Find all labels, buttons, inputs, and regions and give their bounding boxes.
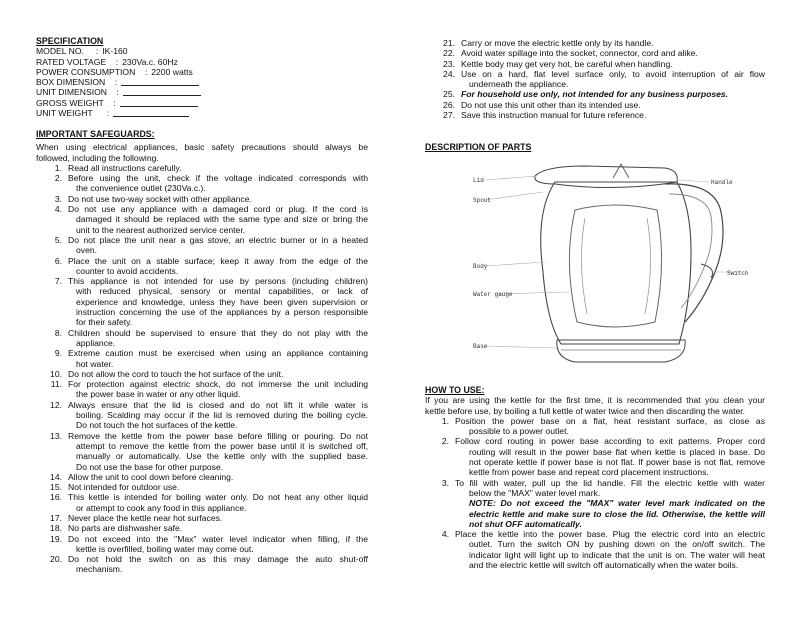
item-line: For household use only, not intended for any business purposes. bbox=[461, 89, 729, 100]
item-text bbox=[461, 110, 765, 120]
kettle-base-shape bbox=[557, 340, 685, 362]
item-text bbox=[68, 400, 368, 431]
how-to-use-section bbox=[425, 385, 765, 570]
spec-row bbox=[36, 57, 368, 67]
item-number: 4. bbox=[441, 529, 449, 540]
item-line: kettle is overfilled, boiling water may come out. bbox=[76, 543, 254, 554]
item-line: Do not use any appliance with a damaged cord or plug. If the cord is bbox=[68, 204, 368, 215]
item-line: mechanism. bbox=[76, 564, 123, 575]
item-text bbox=[461, 100, 765, 110]
items-item bbox=[36, 492, 368, 513]
how-to-steps bbox=[425, 416, 765, 570]
item-note-line: electric kettle and make sure to close the lid. Otherwise, the kettle will bbox=[469, 508, 765, 519]
item-line: Place the kettle into the power base. Plug the electric cord into an electric bbox=[455, 529, 765, 540]
item-number: 3. bbox=[54, 193, 62, 204]
items-item bbox=[36, 276, 368, 327]
item-line: attempt to remove the kettle from the power base until it is switched off, bbox=[76, 440, 368, 451]
item-number: 3. bbox=[441, 477, 449, 488]
item-text bbox=[455, 529, 765, 570]
spec-blank-line bbox=[113, 108, 189, 117]
handle-label: Handle bbox=[711, 179, 733, 186]
items_cont-item bbox=[425, 110, 765, 120]
item-text bbox=[68, 523, 368, 533]
item-number: 22. bbox=[443, 48, 455, 59]
item-line: Children should be supervised to ensure that they do not play with the bbox=[68, 327, 368, 338]
item-line: Do not allow the cord to touch the hot surface of the unit. bbox=[68, 368, 284, 379]
safeguards-list bbox=[36, 163, 368, 575]
item-number: 19. bbox=[50, 533, 62, 544]
item-line: instruction concerning the use of the appliances by a person responsible bbox=[76, 307, 368, 318]
items-item bbox=[36, 204, 368, 235]
how-to-intro-line-1: If you are using the kettle for the first time, it is recommended that you clean your bbox=[425, 395, 765, 406]
item-line: for their safety. bbox=[76, 317, 133, 328]
spec-label: MODEL NO. : bbox=[36, 46, 99, 57]
spec-label: RATED VOLTAGE : bbox=[36, 56, 119, 67]
item-line: the power base in water or any other liquid. bbox=[76, 389, 241, 400]
parts-heading: DESCRIPTION OF PARTS bbox=[425, 142, 532, 152]
item-line: Read all instructions carefully. bbox=[68, 162, 182, 173]
spec-row bbox=[36, 77, 368, 87]
item-number: 12. bbox=[50, 399, 62, 410]
item-line: Kettle body may get very hot, be careful when handling. bbox=[461, 58, 673, 69]
spec-row bbox=[36, 108, 368, 118]
item-line: Before using the unit, check if the voltage indicated corresponds with bbox=[68, 173, 368, 184]
lid-button bbox=[613, 164, 629, 178]
items-item bbox=[36, 348, 368, 369]
steps-item bbox=[425, 416, 765, 437]
item-line: Remove the kettle from the power base before filling or pouring. Do not bbox=[68, 430, 368, 441]
item-line: Do not use this unit other than its intended use. bbox=[461, 99, 641, 110]
items-item bbox=[36, 513, 368, 523]
spec-blank-line bbox=[121, 77, 199, 86]
item-line: This appliance is not intended for use by persons (including children) bbox=[68, 276, 368, 287]
items-item bbox=[36, 554, 368, 575]
item-line: Always ensure that the lid is closed and do not lift it while water is bbox=[68, 399, 368, 410]
item-line: Do not hold the switch on as this may damage the auto shut-off bbox=[68, 554, 368, 565]
items_cont-item bbox=[425, 48, 765, 58]
handle-leader bbox=[679, 180, 709, 182]
spec-blank-line bbox=[120, 98, 198, 107]
kettle-body-shape bbox=[541, 182, 691, 344]
item-line: kettle from power base and repeat cord placement instructions. bbox=[469, 467, 709, 478]
item-text bbox=[455, 436, 765, 477]
item-text bbox=[68, 276, 368, 327]
lid-label: Lid bbox=[473, 177, 484, 184]
item-number: 26. bbox=[443, 99, 455, 110]
item-number: 4. bbox=[54, 204, 62, 215]
item-line: not operate kettle if power base is not flat. If power base is not flat, remove bbox=[469, 457, 765, 468]
parts-section bbox=[425, 142, 531, 152]
item-line: Save this instruction manual for future reference. bbox=[461, 110, 647, 121]
item-number: 2. bbox=[54, 173, 62, 184]
how-to-use-heading: HOW TO USE: bbox=[425, 385, 485, 395]
item-text bbox=[68, 492, 368, 513]
item-line: routing will result in the power base flat when kettle is placed in base. Do bbox=[469, 446, 765, 457]
item-line: For protection against electric shock, do not immerse the unit including bbox=[68, 379, 368, 390]
item-number: 14. bbox=[50, 471, 62, 482]
item-number: 20. bbox=[50, 554, 62, 565]
items-item bbox=[36, 173, 368, 194]
item-line: manually or automatically. Use the kettle only with the supplied base. bbox=[76, 451, 368, 462]
kettle-diagram bbox=[465, 152, 765, 374]
items_cont-item bbox=[425, 89, 765, 99]
item-text bbox=[68, 328, 368, 349]
items-item bbox=[36, 163, 368, 173]
item-line: oven. bbox=[76, 245, 98, 256]
item-line: Allow the unit to cool down before cleaning. bbox=[68, 471, 234, 482]
item-text bbox=[461, 59, 765, 69]
body-label: Body bbox=[473, 263, 488, 270]
body-leader bbox=[485, 262, 545, 266]
item-text bbox=[68, 534, 368, 555]
item-text bbox=[68, 513, 368, 523]
item-line: or attempt to cook any food in this appliance. bbox=[76, 502, 247, 513]
how-to-intro-line-2: kettle before use, by boiling a full kettle of water twice and then discarding the water. bbox=[425, 405, 746, 416]
safeguards-list-continued bbox=[425, 38, 765, 120]
item-note-line: NOTE: Do not exceed the "MAX" water level mark indicated on the bbox=[469, 498, 765, 509]
spec-row bbox=[36, 46, 368, 56]
item-number: 7. bbox=[54, 276, 62, 287]
items-item bbox=[36, 328, 368, 349]
item-line: Not intended for outdoor use. bbox=[68, 482, 180, 493]
items-item bbox=[36, 431, 368, 472]
steps-item bbox=[425, 478, 765, 529]
item-line: Extreme caution must be exercised when using an appliance containing bbox=[68, 348, 368, 359]
items_cont-item bbox=[425, 59, 765, 69]
item-number: 13. bbox=[50, 430, 62, 441]
item-number: 27. bbox=[443, 110, 455, 121]
item-text bbox=[68, 369, 368, 379]
item-line: Do not exceed into the "Max" water level indicator when filling, if the bbox=[68, 533, 368, 544]
item-number: 21. bbox=[443, 38, 455, 48]
items_cont-item bbox=[425, 38, 765, 48]
items-item bbox=[36, 482, 368, 492]
item-line: Place the unit on a stable surface; keep it away from the edge of the bbox=[68, 255, 368, 266]
steps-item bbox=[425, 436, 765, 477]
item-number: 1. bbox=[441, 415, 449, 426]
item-text bbox=[68, 482, 368, 492]
item-text bbox=[68, 348, 368, 369]
spec-row bbox=[36, 87, 368, 97]
items-item bbox=[36, 369, 368, 379]
base-leader bbox=[485, 346, 557, 348]
spec-row bbox=[36, 67, 368, 77]
item-number: 1. bbox=[54, 162, 62, 173]
items_cont-item bbox=[425, 69, 765, 90]
item-note-line: not shut OFF automatically. bbox=[469, 518, 582, 529]
items-item bbox=[36, 472, 368, 482]
kettle-lid-shape bbox=[535, 166, 677, 188]
item-number: 10. bbox=[50, 368, 62, 379]
items-item bbox=[36, 379, 368, 400]
spec-label: POWER CONSUMPTION : bbox=[36, 66, 148, 77]
item-text bbox=[68, 173, 368, 194]
item-text bbox=[68, 431, 368, 472]
item-line: To fill with water, pull up the lid handle. Fill the electric kettle with water bbox=[455, 477, 765, 488]
item-line: Position the power base on a flat, heat resistant surface, as close as bbox=[455, 415, 765, 426]
items-item bbox=[36, 235, 368, 256]
spec-blank-line bbox=[123, 87, 201, 96]
item-text bbox=[461, 48, 765, 58]
item-text bbox=[68, 163, 368, 173]
safeguards-intro-line-2: followed, including the following. bbox=[36, 152, 159, 163]
item-line: Never place the kettle near hot surfaces. bbox=[68, 512, 223, 523]
item-text bbox=[455, 416, 765, 437]
lid-leader bbox=[485, 176, 537, 180]
spec-label: UNIT DIMENSION : bbox=[36, 87, 119, 98]
kettle-handle-shape bbox=[665, 184, 723, 322]
item-line: and the electric kettle will switch off automatically when the water boils. bbox=[469, 560, 739, 571]
item-line: possible to a power outlet. bbox=[469, 426, 569, 437]
item-line: counter to avoid accidents. bbox=[76, 265, 179, 276]
item-text bbox=[68, 204, 368, 235]
item-number: 23. bbox=[443, 58, 455, 69]
item-text bbox=[68, 554, 368, 575]
spec-label: GROSS WEIGHT : bbox=[36, 97, 116, 108]
items-item bbox=[36, 194, 368, 204]
item-line: boiling. Scalding may occur if the lid is removed during the boiling cycle. bbox=[76, 410, 368, 421]
item-line: hot water. bbox=[76, 358, 114, 369]
items_cont-item bbox=[425, 100, 765, 110]
safeguards-intro-line-1: When using electrical appliances, basic safety precautions should always be bbox=[36, 142, 368, 153]
spec-value: 230Va.c. 60Hz bbox=[122, 56, 178, 67]
item-number: 24. bbox=[443, 68, 455, 79]
item-line: with reduced physical, sensory or mental capabilities, or lack of bbox=[76, 286, 368, 297]
item-line: No parts are dishwasher safe. bbox=[68, 523, 183, 534]
spout-leader bbox=[485, 192, 543, 200]
window-highlight-right bbox=[645, 218, 651, 314]
item-number: 8. bbox=[54, 327, 62, 338]
item-line: unit to the nearest authorized service center. bbox=[76, 224, 246, 235]
item-number: 6. bbox=[54, 255, 62, 266]
item-line: This kettle is intended for boiling water only. Do not heat any other liquid bbox=[68, 492, 368, 503]
item-line: damaged it should be replaced with the same type and size or bring the bbox=[76, 214, 368, 225]
item-line: the convenience outlet (230Va.c.). bbox=[76, 183, 206, 194]
item-text bbox=[68, 194, 368, 204]
item-line: Avoid water spillage into the socket, connector, cord and alike. bbox=[461, 48, 698, 59]
item-number: 15. bbox=[50, 482, 62, 493]
item-line: experience and knowledge, unless they have been given supervision or bbox=[76, 296, 368, 307]
spec-value: IK-160 bbox=[102, 46, 128, 57]
item-line: Do not use two-way socket with other appliance. bbox=[68, 193, 252, 204]
item-number: 17. bbox=[50, 512, 62, 523]
specification-section bbox=[36, 36, 368, 118]
item-line: Do not use the base for other purpose. bbox=[76, 461, 224, 472]
item-text bbox=[68, 472, 368, 482]
item-number: 9. bbox=[54, 348, 62, 359]
item-text bbox=[68, 235, 368, 256]
item-number: 16. bbox=[50, 492, 62, 503]
item-text bbox=[68, 256, 368, 277]
item-number: 18. bbox=[50, 523, 62, 534]
item-line: Carry or move the electric kettle only by its handle. bbox=[461, 38, 654, 48]
items-item bbox=[36, 523, 368, 533]
spec-value: 2200 watts bbox=[151, 66, 193, 77]
window-highlight-left bbox=[581, 218, 587, 314]
item-line: indicator light will light up to indicate that the unit is on. The water will heat bbox=[469, 549, 765, 560]
item-line: Use on a hard, flat level surface only, to avoid interruption of air flow bbox=[461, 68, 765, 79]
item-line: Do not place the unit near a gas stove, an electric burner or in a heated bbox=[68, 234, 368, 245]
spec-row bbox=[36, 98, 368, 108]
item-text bbox=[461, 38, 765, 48]
spec-rows bbox=[36, 46, 368, 118]
item-line: below the "MAX" water level mark. bbox=[469, 487, 601, 498]
item-number: 25. bbox=[443, 89, 455, 100]
item-text bbox=[68, 379, 368, 400]
item-line: underneath the appliance. bbox=[469, 79, 569, 90]
spec-label: BOX DIMENSION : bbox=[36, 77, 118, 88]
item-number: 2. bbox=[441, 436, 449, 447]
safeguards-section bbox=[36, 129, 368, 575]
item-line: Do not touch the hot surfaces of the kettle. bbox=[76, 420, 238, 431]
item-line: outlet. Turn the switch ON by pushing down on the on/off switch. The bbox=[469, 539, 765, 550]
item-line: appliance. bbox=[76, 337, 116, 348]
item-number: 11. bbox=[50, 379, 62, 390]
specification-heading: SPECIFICATION bbox=[36, 36, 104, 46]
water-gauge-label: Water gauge bbox=[473, 291, 513, 298]
items-item bbox=[36, 256, 368, 277]
switch-label: Switch bbox=[727, 270, 749, 277]
item-text bbox=[461, 69, 765, 90]
steps-item bbox=[425, 529, 765, 570]
spec-label: UNIT WEIGHT : bbox=[36, 108, 110, 119]
items-item bbox=[36, 534, 368, 555]
item-number: 5. bbox=[54, 234, 62, 245]
base-label: Base bbox=[473, 343, 488, 350]
item-line: Follow cord routing in power base according to exit patterns. Proper cord bbox=[455, 436, 765, 447]
item-text bbox=[455, 478, 765, 529]
items-item bbox=[36, 400, 368, 431]
safeguards-heading: IMPORTANT SAFEGUARDS: bbox=[36, 129, 155, 139]
item-text bbox=[461, 89, 765, 99]
spout-label: Spout bbox=[473, 197, 492, 204]
